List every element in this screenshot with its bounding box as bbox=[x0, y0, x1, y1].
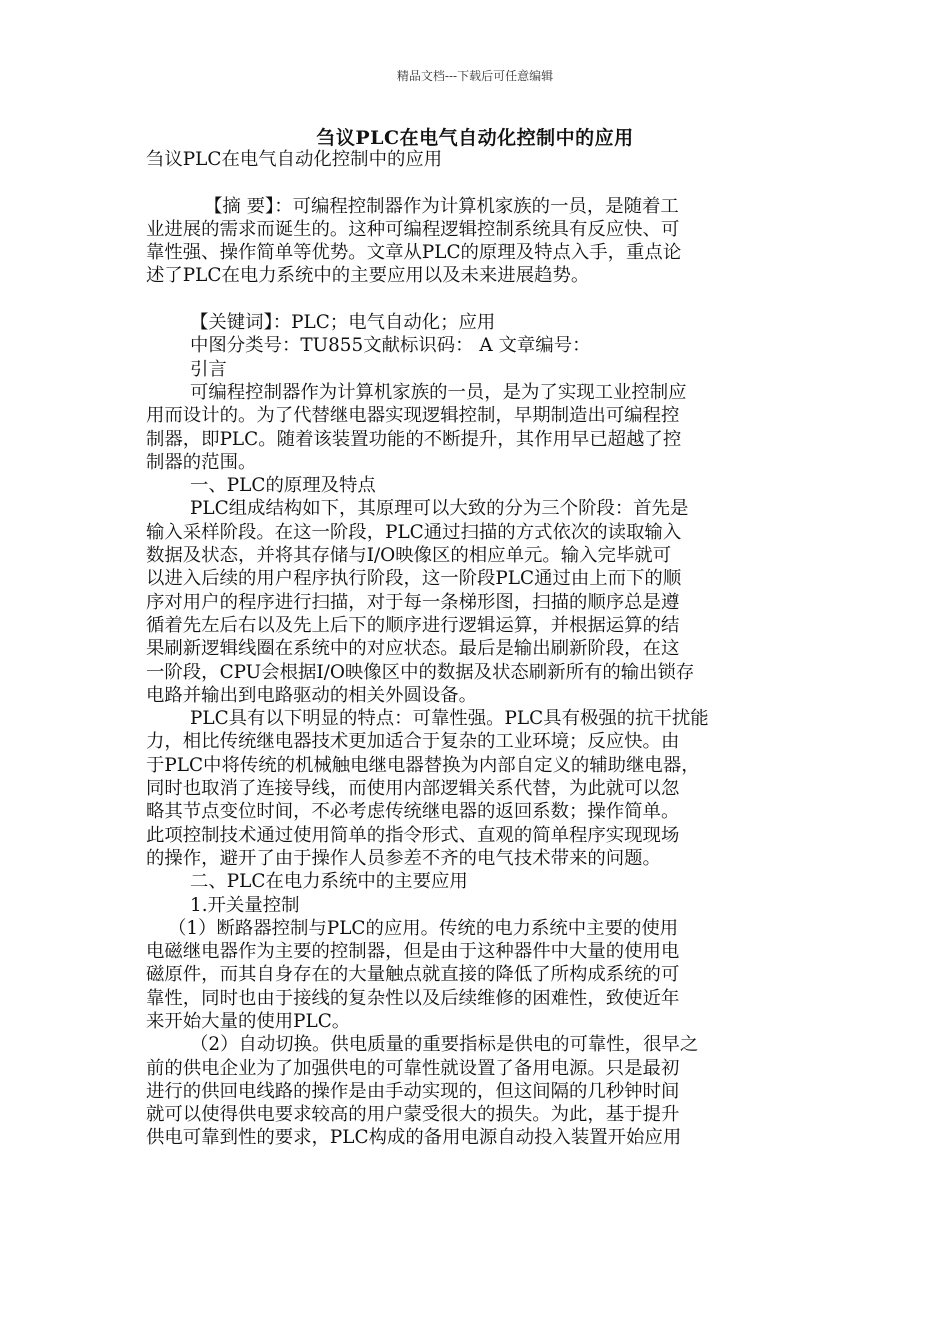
paragraph-line: 同时也取消了连接导线，而使用内部逻辑关系代替，为此就可以忽 bbox=[146, 778, 680, 800]
paragraph-line: 制器的范围。 bbox=[146, 451, 257, 473]
paragraph-line: （1）断路器控制与PLC的应用。传统的电力系统中主要的使用 bbox=[168, 917, 679, 939]
blank-line bbox=[146, 288, 810, 311]
document-body bbox=[146, 148, 810, 1150]
paragraph-line: 靠性，同时也由于接线的复杂性以及后续维修的困难性，致使近年 bbox=[146, 987, 680, 1009]
paragraph-line: 数据及状态，并将其存储与I/O映像区的相应单元。输入完毕就可 bbox=[146, 545, 672, 567]
paragraph-line: 一阶段，CPU会根据I/O映像区中的数据及状态刷新所有的输出锁存 bbox=[146, 661, 695, 683]
paragraph-line: 磁原件，而其自身存在的大量触点就直接的降低了所构成系统的可 bbox=[146, 964, 680, 986]
keywords-line: 【关键词】：PLC；电气自动化；应用 bbox=[190, 312, 496, 334]
section-heading-1: 一、PLC的原理及特点 bbox=[190, 475, 376, 497]
paragraph-line: PLC组成结构如下，其原理可以大致的分为三个阶段：首先是 bbox=[190, 498, 689, 520]
paragraph-line: 就可以使得供电要求较高的用户蒙受很大的损失。为此，基于提升 bbox=[146, 1104, 680, 1126]
abstract-line: 【摘 要】：可编程控制器作为计算机家族的一员，是随着工 bbox=[204, 195, 679, 217]
paragraph-line: 来开始大量的使用PLC。 bbox=[146, 1010, 351, 1032]
paragraph-line: 前的供电企业为了加强供电的可靠性就设置了备用电源。只是最初 bbox=[146, 1057, 680, 1079]
paragraph-line: 电磁继电器作为主要的控制器，但是由于这种器件中大量的使用电 bbox=[146, 941, 680, 963]
paragraph-line: （2）自动切换。供电质量的重要指标是供电的可靠性，很早之 bbox=[190, 1034, 699, 1056]
paragraph-line: PLC具有以下明显的特点：可靠性强。PLC具有极强的抗干扰能 bbox=[190, 708, 709, 730]
paragraph-line: 可编程控制器作为计算机家族的一员，是为了实现工业控制应 bbox=[190, 381, 687, 403]
paragraph-line: 于PLC中将传统的机械触电继电器替换为内部自定义的辅助继电器， bbox=[146, 754, 700, 776]
section-heading-intro: 引言 bbox=[190, 358, 227, 380]
paragraph-line: 此项控制技术通过使用简单的指令形式、直观的简单程序实现现场 bbox=[146, 824, 680, 846]
paragraph-line: 电路并输出到电路驱动的相关外圆设备。 bbox=[146, 684, 478, 706]
paragraph-line: 输入采样阶段。在这一阶段，PLC通过扫描的方式依次的读取输入 bbox=[146, 521, 682, 543]
paragraph-line: 略其节点变位时间，不必考虑传统继电器的返回系数；操作简单。 bbox=[146, 801, 680, 823]
abstract-line: 述了PLC在电力系统中的主要应用以及未来进展趋势。 bbox=[146, 265, 590, 287]
paragraph-line: 序对用户的程序进行扫描，对于每一条梯形图，扫描的顺序总是遵 bbox=[146, 591, 680, 613]
paragraph-line: 以进入后续的用户程序执行阶段，这一阶段PLC通过由上而下的顺 bbox=[146, 568, 682, 590]
header-note: 精品文档---下载后可任意编辑 bbox=[396, 69, 554, 83]
subsection-heading: 1.开关量控制 bbox=[190, 894, 300, 916]
paragraph-line: 进行的供回电线路的操作是由手动实现的，但这间隔的几秒钟时间 bbox=[146, 1080, 680, 1102]
paragraph-line: 力，相比传统继电器技术更加适合于复杂的工业环境；反应快。由 bbox=[146, 731, 680, 753]
paragraph-line: 制器，即PLC。随着该装置功能的不断提升，其作用早已超越了控 bbox=[146, 428, 682, 450]
document-title: 刍议PLC在电气自动化控制中的应用 bbox=[316, 127, 634, 149]
classification-line: 中图分类号：TU855文献标识码： A 文章编号： bbox=[190, 335, 591, 357]
section-heading-2: 二、PLC在电力系统中的主要应用 bbox=[190, 871, 468, 893]
paragraph-line: 用而设计的。为了代替继电器实现逻辑控制，早期制造出可编程控 bbox=[146, 405, 680, 427]
paragraph-line: 果刷新逻辑线圈在系统中的对应状态。最后是输出刷新阶段，在这 bbox=[146, 638, 680, 660]
subtitle-line: 刍议PLC在电气自动化控制中的应用 bbox=[146, 149, 443, 170]
paragraph-line: 循着先左后右以及先上后下的顺序进行逻辑运算，并根据运算的结 bbox=[146, 614, 680, 636]
blank-line bbox=[146, 171, 810, 194]
abstract-line: 业进展的需求而诞生的。这种可编程逻辑控制系统具有反应快、可 bbox=[146, 218, 680, 240]
paragraph-line: 的操作，避开了由于操作人员参差不齐的电气技术带来的问题。 bbox=[146, 847, 661, 869]
paragraph-line: 供电可靠到性的要求，PLC构成的备用电源自动投入装置开始应用 bbox=[146, 1127, 682, 1149]
abstract-line: 靠性强、操作简单等优势。文章从PLC的原理及特点入手，重点论 bbox=[146, 242, 682, 264]
